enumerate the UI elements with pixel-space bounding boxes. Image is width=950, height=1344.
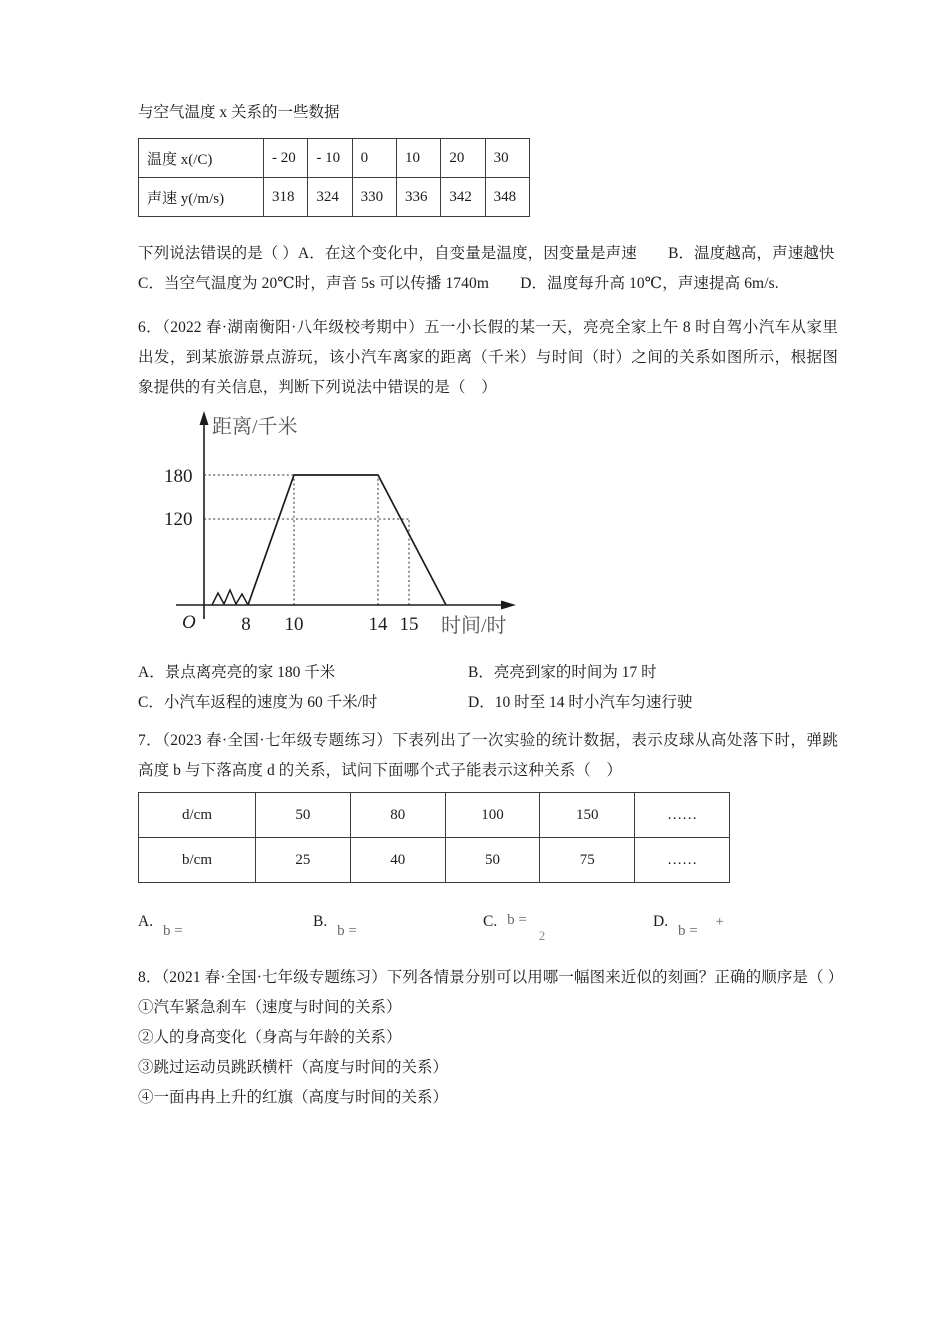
table-cell: 100 [445, 793, 540, 838]
option-c-expression: b = [507, 912, 527, 928]
x-axis-title: 时间/时 [441, 615, 507, 637]
option-a-label: A. [138, 913, 154, 930]
table-row [139, 838, 730, 883]
option-c-label: C. [483, 913, 498, 930]
lead-text [138, 100, 838, 126]
x-tick-label-14: 14 [368, 614, 388, 635]
graph-svg [156, 407, 576, 652]
question-6-block [138, 313, 838, 718]
question-7-block [138, 726, 838, 961]
table-cell: 324 [308, 178, 352, 217]
table-cell: …… [635, 793, 730, 838]
question-6-option-c: C．小汽车返程的速度为 60 千米/时 [138, 694, 378, 711]
option-d-expression: b = [677, 923, 698, 939]
question-6-option-a: A．景点离亮亮的家 180 千米 [138, 664, 336, 681]
question-8-item-3: ③跳过运动员跳跃横杆（高度与时间的关系） [138, 1059, 449, 1076]
table-cell: 75 [540, 838, 635, 883]
question-5-stem: 下列说法错误的是（ ）A．在这个变化中，自变量是温度，因变量是声速 B．温度越高，声速越快 [138, 245, 835, 262]
question-6-option-d: D．10 时至 14 时小汽车匀速行驶 [468, 694, 693, 711]
question-6-stem: 6．（2022 春·湖南衡阳·八年级校考期中）五一小长假的某一天，亮亮全家上午 8 时自驾小汽车从家里出发，到某旅游景点游玩，该小汽车离家的距离（千米）与时间（时）之间的关系如图所示，根据图象提供的有关信息，判断下列说法中错误的是（ ） [138, 319, 838, 396]
row-header-bounce-height: b/cm [139, 838, 256, 883]
question-5-block [138, 239, 838, 299]
question-8-stem: 8．（2021 春·全国·七年级专题练习）下列各情景分别可以用哪一幅图来近似的刻画？正确的顺序是（ ） [138, 969, 844, 986]
x-tick-label-10: 10 [284, 614, 304, 635]
table-cell: 80 [350, 793, 445, 838]
question-7-option-d [653, 913, 725, 939]
y-tick-label-180: 180 [164, 466, 193, 487]
option-b-label: B. [313, 913, 328, 930]
y-axis-arrow [200, 411, 209, 425]
table-cell: 150 [540, 793, 635, 838]
table-cell: 10 [396, 139, 440, 178]
table-row [139, 793, 730, 838]
question-6-options-row-1 [138, 658, 838, 688]
table-cell: 40 [350, 838, 445, 883]
data-series-distance [248, 475, 446, 605]
x-tick-label-8: 8 [241, 614, 251, 635]
table-cell: 30 [485, 139, 529, 178]
question-7-options-row [138, 913, 838, 961]
option-d-fragment: + [715, 914, 725, 930]
question-5-options-cd: C．当空气温度为 20℃时，声音 5s 可以传播 1740m D．温度每升高 10℃，声速提高 6m/s. [138, 275, 779, 292]
table-cell: 330 [352, 178, 396, 217]
table-cell: 318 [264, 178, 308, 217]
distance-time-graph [156, 407, 576, 652]
table-row [139, 178, 530, 217]
question-8-block [138, 963, 844, 1113]
y-tick-label-120: 120 [164, 509, 193, 530]
question-7-option-a [138, 913, 183, 939]
document-content [138, 100, 844, 1113]
table-cell: 20 [441, 139, 485, 178]
question-7-option-b [313, 913, 357, 939]
table-cell: 0 [352, 139, 396, 178]
question-8-item-1: ①汽车紧急刹车（速度与时间的关系） [138, 999, 402, 1016]
x-tick-label-15: 15 [399, 614, 419, 635]
bounce-height-table [138, 792, 730, 883]
table-cell: 348 [485, 178, 529, 217]
table-cell: - 10 [308, 139, 352, 178]
table-cell: 50 [256, 793, 351, 838]
row-header-drop-height: d/cm [139, 793, 256, 838]
option-a-expression: b = [162, 923, 183, 939]
question-8-item-2: ②人的身高变化（身高与年龄的关系） [138, 1029, 402, 1046]
question-7-stem: 7．（2023 春·全国·七年级专题练习）下表列出了一次实验的统计数据，表示皮球从高处落下时，弹跳高度 b 与下落高度 d 的关系，试问下面哪个式子能表示这种关系（ ） [138, 732, 838, 779]
question-8-item-4: ④一面冉冉上升的红旗（高度与时间的关系） [138, 1089, 449, 1106]
option-b-expression: b = [337, 923, 357, 939]
table-cell: 342 [441, 178, 485, 217]
option-c-fragment: 2 [538, 928, 546, 943]
question-6-option-b: B．亮亮到家的时间为 17 时 [468, 664, 657, 681]
row-header-sound-speed: 声速 y(/m/s) [139, 178, 264, 217]
table-cell: 50 [445, 838, 540, 883]
x-axis-arrow [501, 601, 516, 610]
table-cell: - 20 [264, 139, 308, 178]
row-header-temperature: 温度 x(/C) [139, 139, 264, 178]
origin-label: O [182, 612, 196, 633]
y-axis-title: 距离/千米 [212, 416, 298, 438]
table-cell: 25 [256, 838, 351, 883]
table-cell: 336 [396, 178, 440, 217]
option-d-label: D. [653, 913, 669, 930]
question-7-option-c [483, 912, 546, 943]
table-row [139, 139, 530, 178]
table-cell: …… [635, 838, 730, 883]
question-6-options-row-2 [138, 688, 838, 718]
lead-text-label: 与空气温度 x 关系的一些数据 [138, 104, 340, 121]
axis-break-zigzag [212, 590, 248, 605]
sound-speed-table [138, 138, 530, 217]
